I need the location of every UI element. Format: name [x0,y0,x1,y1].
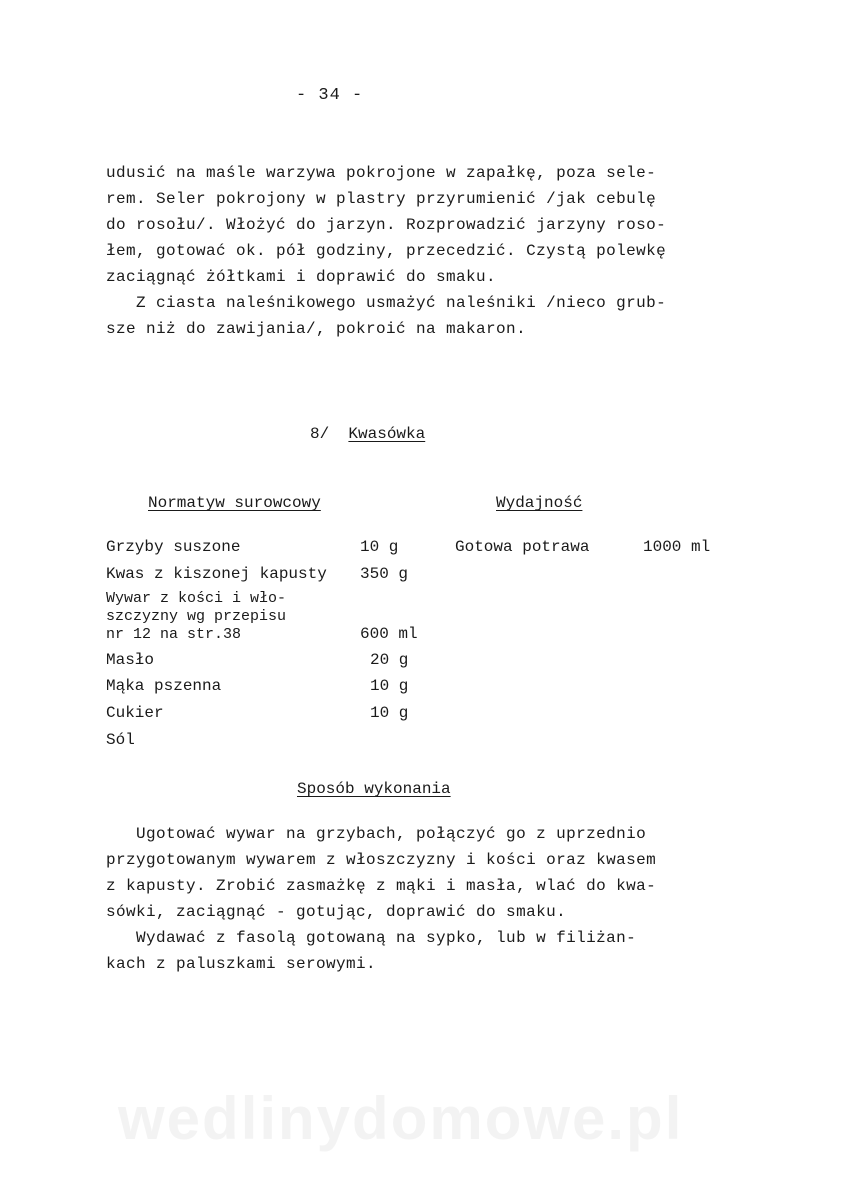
ingredient-amount: 10 g [370,704,409,722]
ingredient-name: Grzyby suszone [106,538,241,556]
ingredient-name: Kwas z kiszonej kapusty [106,565,327,583]
yield-label: Gotowa potrawa [455,538,590,556]
ingredient-amount: 20 g [370,651,409,669]
watermark: wedlinydomowe.pl [118,1085,684,1152]
ingredient-amount: 600 ml [360,625,418,643]
intro-line: sze niż do zawijania/, pokroić na makaron. [106,320,527,338]
wydajnosc-heading: Wydajność [496,494,583,512]
method-line: sówki, zaciągnąć - gotując, doprawić do smaku. [106,903,567,921]
recipe-title: Kwasówka [348,425,426,443]
recipe-heading [310,425,425,443]
method-line: Ugotować wywar na grzybach, połączyć go z uprzednio [106,825,647,843]
ingredient-amount: 10 g [360,538,399,556]
yield-value: 1000 ml [643,538,711,556]
page-number: - 34 - [296,86,364,105]
method-line: Wydawać z fasolą gotowaną na sypko, lub w filiżan- [106,929,637,947]
method-line: z kapusty. Zrobić zasmażkę z mąki i masła, wlać do kwa- [106,877,657,895]
method-line: przygotowanym wywarem z włoszczyzny i kości oraz kwasem [106,851,657,869]
method-line: kach z paluszkami serowymi. [106,955,377,973]
ingredient-name: Wywar z kości i wło- szczyzny wg przepisu nr 12 na str.38 [106,590,287,643]
recipe-number: 8/ [310,425,330,443]
intro-line: Z ciasta naleśnikowego usmażyć naleśniki /nieco grub- [106,294,667,312]
ingredient-name: Masło [106,651,155,669]
normatyw-heading: Normatyw surowcowy [148,494,321,512]
intro-line: rem. Seler pokrojony w plastry przyrumienić /jak cebulę [106,190,657,208]
ingredient-name: Cukier [106,704,164,722]
method-heading: Sposób wykonania [297,780,451,798]
intro-line: łem, gotować ok. pół godziny, przecedzić. Czystą polewkę [106,242,667,260]
ingredient-amount: 10 g [370,677,409,695]
ingredient-name: Sól [106,731,135,749]
intro-line: do rosołu/. Włożyć do jarzyn. Rozprowadzić jarzyny roso- [106,216,667,234]
intro-line: zaciągnąć żółtkami i doprawić do smaku. [106,268,497,286]
ingredient-amount: 350 g [360,565,409,583]
intro-line: udusić na maśle warzywa pokrojone w zapałkę, poza sele- [106,164,657,182]
ingredient-name: Mąka pszenna [106,677,222,695]
